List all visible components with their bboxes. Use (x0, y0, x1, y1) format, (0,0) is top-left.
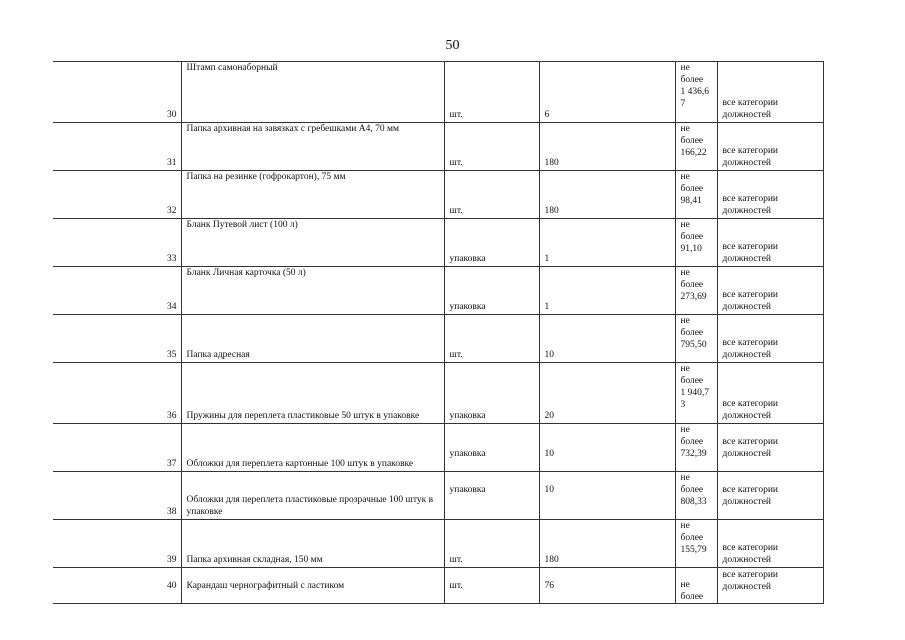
price-line: не (680, 580, 690, 590)
item-name-text: Обложки для переплета картонные 100 штук в упаковке (186, 459, 414, 469)
price-limit (675, 171, 717, 219)
price-line: 166,22 (680, 148, 707, 158)
price-line: не (680, 364, 690, 374)
price-line: не (680, 172, 690, 182)
table-row (53, 568, 823, 604)
position-category (717, 315, 823, 363)
table-row (53, 363, 823, 424)
category-line: должностей (722, 555, 772, 565)
quantity: 10 (539, 315, 675, 363)
price-line: 155,79 (680, 545, 707, 555)
category-line: все категории (722, 543, 778, 553)
unit-of-measure: шт. (444, 62, 539, 123)
unit-of-measure: упаковка (444, 363, 539, 424)
item-name-text: Папка архивная на завязках с гребешками А4, 70 мм (186, 124, 399, 134)
unit-of-measure: шт. (444, 568, 539, 604)
price-line: более (680, 280, 704, 290)
row-number: 33 (53, 219, 181, 267)
quantity: 10 (539, 424, 675, 472)
price-limit (675, 123, 717, 171)
price-line: более (680, 592, 704, 602)
unit-of-measure: упаковка (444, 424, 539, 472)
category-line: все категории (722, 338, 778, 348)
category-line: должностей (722, 254, 772, 264)
unit-of-measure: шт. (444, 520, 539, 568)
price-line: 91,10 (680, 244, 702, 254)
price-limit (675, 472, 717, 520)
unit-of-measure: шт. (444, 171, 539, 219)
row-number: 38 (53, 472, 181, 520)
row-number: 35 (53, 315, 181, 363)
price-limit (675, 568, 717, 604)
quantity: 180 (539, 171, 675, 219)
unit-of-measure: шт. (444, 315, 539, 363)
item-name-text: Папка адресная (186, 350, 250, 360)
category-line: должностей (722, 449, 772, 459)
category-line: все категории (722, 437, 778, 447)
category-line: должностей (722, 411, 772, 421)
category-line: все категории (722, 399, 778, 409)
item-name (181, 171, 444, 219)
price-line: более (680, 533, 704, 543)
row-number: 31 (53, 123, 181, 171)
price-line: не (680, 316, 690, 326)
row-number: 37 (53, 424, 181, 472)
price-line: не (680, 425, 690, 435)
position-category (717, 171, 823, 219)
category-line: должностей (722, 497, 772, 507)
item-name-text: Карандаш чернографитный с ластиком (186, 580, 345, 591)
quantity: 6 (539, 62, 675, 123)
table-row (53, 219, 823, 267)
price-line: не (680, 220, 690, 230)
item-name (181, 123, 444, 171)
price-limit (675, 424, 717, 472)
price-limit (675, 219, 717, 267)
category-line: должностей (722, 582, 772, 592)
price-line: 1 436,6 (680, 87, 709, 97)
row-number: 34 (53, 267, 181, 315)
table-row (53, 267, 823, 315)
price-line: более (680, 437, 704, 447)
item-name (181, 267, 444, 315)
quantity: 1 (539, 267, 675, 315)
row-number: 40 (53, 568, 181, 604)
position-category (717, 219, 823, 267)
table-row (53, 123, 823, 171)
price-line: более (680, 184, 704, 194)
table-row (53, 315, 823, 363)
price-line: 795,50 (680, 340, 707, 350)
item-name-text: Штамп самонаборный (186, 63, 278, 73)
item-name-text: Папка архивная складная, 150 мм (186, 555, 323, 565)
row-number: 30 (53, 62, 181, 123)
category-line: должностей (722, 350, 772, 360)
table-row (53, 520, 823, 568)
price-line: не (680, 473, 690, 483)
price-line: более (680, 232, 704, 242)
item-name-text: Бланк Личная карточка (50 л) (186, 268, 306, 278)
item-name-text: Папка на резинке (гофрокартон), 75 мм (186, 172, 346, 182)
category-line: все категории (722, 146, 778, 156)
price-line: более (680, 136, 704, 146)
position-category (717, 123, 823, 171)
item-name (181, 424, 444, 472)
price-line: более (680, 328, 704, 338)
price-line: более (680, 376, 704, 386)
item-name (181, 315, 444, 363)
quantity: 180 (539, 123, 675, 171)
quantity: 1 (539, 219, 675, 267)
price-line: не (680, 124, 690, 134)
table-row (53, 424, 823, 472)
category-line: должностей (722, 206, 772, 216)
category-line: должностей (722, 158, 772, 168)
table-row (53, 171, 823, 219)
category-line: все категории (722, 242, 778, 252)
item-name (181, 472, 444, 520)
category-line: все категории (722, 290, 778, 300)
position-category (717, 568, 823, 604)
price-limit (675, 315, 717, 363)
quantity: 180 (539, 520, 675, 568)
item-name (181, 62, 444, 123)
unit-of-measure: упаковка (444, 472, 539, 520)
price-line: 7 (680, 99, 686, 109)
table-row (53, 472, 823, 520)
category-line: все категории (722, 98, 778, 108)
row-number: 36 (53, 363, 181, 424)
price-line: 3 (680, 400, 686, 410)
page-number: 50 (445, 38, 460, 53)
price-line: 732,39 (680, 449, 707, 459)
position-category (717, 472, 823, 520)
unit-of-measure: шт. (444, 123, 539, 171)
unit-of-measure: упаковка (444, 219, 539, 267)
price-line: более (680, 485, 704, 495)
price-limit (675, 62, 717, 123)
price-line: более (680, 75, 704, 85)
unit-of-measure: упаковка (444, 267, 539, 315)
item-name (181, 363, 444, 424)
row-number: 39 (53, 520, 181, 568)
price-line: 1 940,7 (680, 388, 709, 398)
items-table (53, 61, 824, 604)
category-line: должностей (722, 110, 772, 120)
item-name (181, 219, 444, 267)
category-line: должностей (722, 302, 772, 312)
price-line: не (680, 521, 690, 531)
category-line: все категории (722, 570, 778, 580)
table-row (53, 62, 823, 123)
price-limit (675, 267, 717, 315)
price-line: 98,41 (680, 196, 702, 206)
position-category (717, 363, 823, 424)
item-name (181, 568, 444, 604)
price-limit (675, 363, 717, 424)
row-number: 32 (53, 171, 181, 219)
price-limit (675, 520, 717, 568)
price-line: не (680, 268, 690, 278)
item-name (181, 520, 444, 568)
item-name-text: Пружины для переплета пластиковые 50 штук в упаковке (186, 411, 420, 421)
price-line: 808,33 (680, 497, 707, 507)
quantity: 20 (539, 363, 675, 424)
item-name-text: Бланк Путевой лист (100 л) (186, 220, 298, 230)
category-line: все категории (722, 194, 778, 204)
price-line: не (680, 63, 690, 73)
position-category (717, 267, 823, 315)
category-line: все категории (722, 485, 778, 495)
item-name-text: Обложки для переплета пластиковые прозрачные 100 штук в упаковке (186, 495, 434, 517)
quantity: 10 (539, 472, 675, 520)
position-category (717, 424, 823, 472)
quantity: 76 (539, 568, 675, 604)
position-category (717, 520, 823, 568)
position-category (717, 62, 823, 123)
price-line: 273,69 (680, 292, 707, 302)
